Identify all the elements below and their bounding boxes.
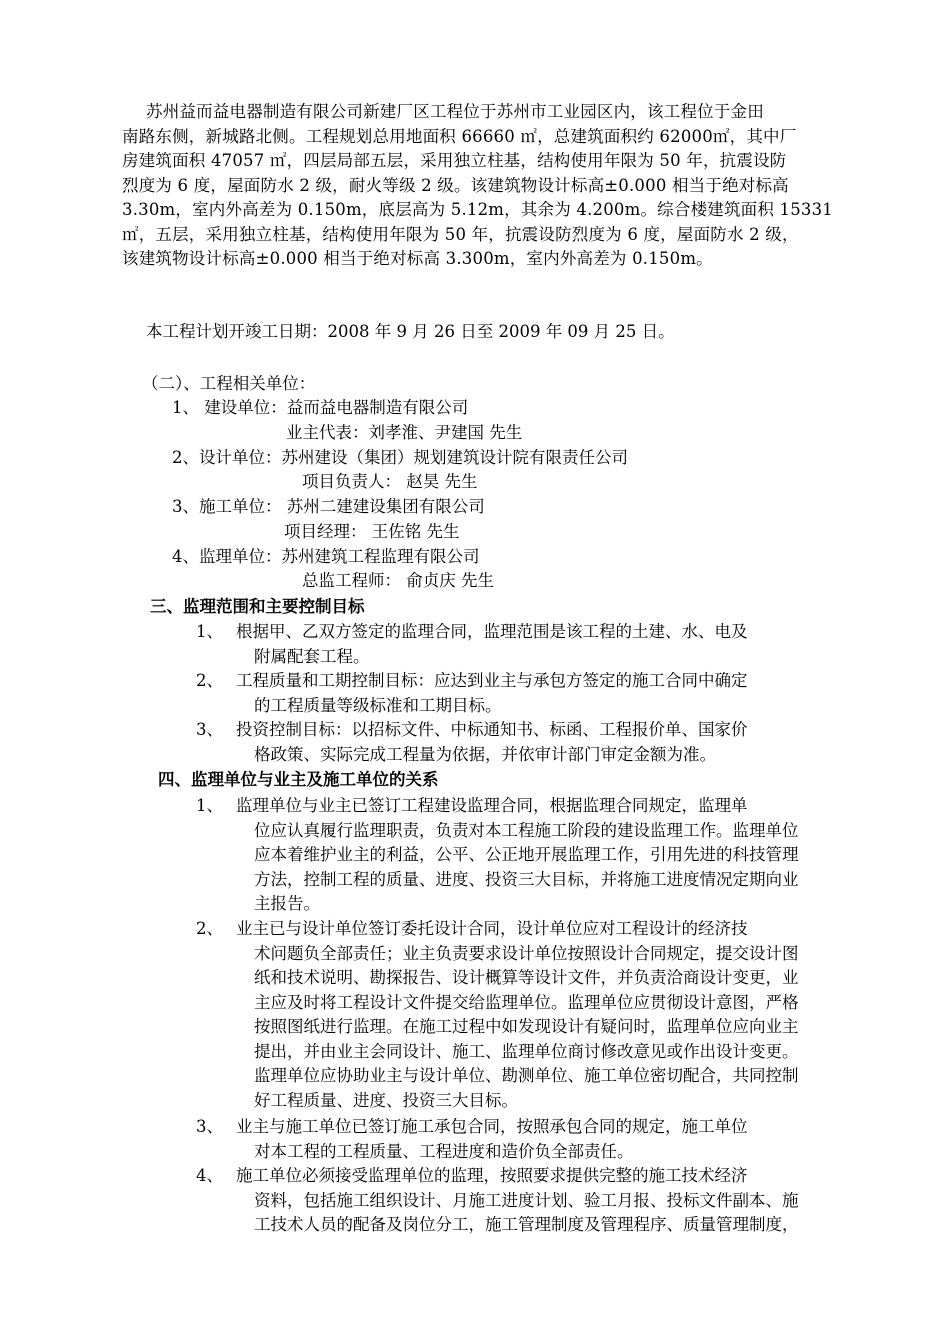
unit-supervisor-rep: 总监工程师： 俞贞庆 先生 xyxy=(302,571,494,590)
unit-contractor: 3、施工单位： 苏州二建建设集团有限公司 xyxy=(172,497,485,516)
item-line: 工程质量和工期控制目标：应达到业主与承包方签定的施工合同中确定 xyxy=(236,671,748,690)
item-line: 资料，包括施工组织设计、月施工进度计划、验工月报、投标文件副本、施 xyxy=(254,1190,799,1210)
item-number: 1、 xyxy=(196,622,223,641)
item-line: 业主已与设计单位签订委托设计合同，设计单位应对工程设计的经济技 xyxy=(236,919,748,938)
item-line: 提出，并由业主会同设计、施工、监理单位商讨修改意见或作出设计变更。 xyxy=(254,1041,799,1061)
schedule-line: 本工程计划开竣工日期：2008 年 9 月 26 日至 2009 年 09 月 25 日。 xyxy=(146,322,675,341)
unit-construction: 1、 建设单位：益而益电器制造有限公司 xyxy=(172,398,469,417)
item-line: 术问题负全部责任；业主负责要求设计单位按照设计合同规定，提交设计图 xyxy=(254,943,799,963)
unit-design-rep: 项目负责人： 赵昊 先生 xyxy=(302,472,478,491)
item-line: 监理单位应协助业主与设计单位、勘测单位、施工单位密切配合，共同控制 xyxy=(254,1066,799,1085)
units-heading: （二）、工程相关单位： xyxy=(142,374,316,393)
unit-construction-rep: 业主代表：刘孝淮、尹建国 先生 xyxy=(286,423,523,442)
section3-item xyxy=(196,718,896,767)
item-number: 1、 xyxy=(196,796,223,815)
item-line: 附属配套工程。 xyxy=(254,646,370,666)
unit-design: 2、设计单位：苏州建设（集团）规划建筑设计院有限责任公司 xyxy=(172,448,628,467)
item-line: 主报告。 xyxy=(254,894,320,913)
item-line: 格政策、实际完成工程量为依据，并依审计部门审定金额为准。 xyxy=(254,744,716,764)
item-line: 的工程质量等级标准和工期目标。 xyxy=(254,695,502,715)
item-line: 对本工程的工程质量、工程进度和造价负全部责任。 xyxy=(254,1141,634,1161)
item-number: 4、 xyxy=(196,1166,223,1185)
intro-paragraph xyxy=(122,100,890,272)
item-line: 位应认真履行监理职责，负责对本工程施工阶段的建设监理工作。监理单位 xyxy=(254,820,799,840)
item-line: 好工程质量、进度、投资三大目标。 xyxy=(254,1090,518,1110)
item-line: 纸和技术说明、勘探报告、设计概算等设计文件，并负责洽商设计变更，业 xyxy=(254,968,799,987)
section4-item xyxy=(196,1164,896,1238)
unit-contractor-rep: 项目经理： 王佐铭 先生 xyxy=(284,522,460,541)
item-line: 根据甲、乙双方签定的监理合同，监理范围是该工程的土建、水、电及 xyxy=(236,622,748,641)
item-line: 按照图纸进行监理。在施工过程中如发现设计有疑问时，监理单位应向业主 xyxy=(254,1017,799,1036)
item-line: 业主与施工单位已签订施工承包合同，按照承包合同的规定，施工单位 xyxy=(236,1117,748,1136)
section4-item xyxy=(196,917,896,1114)
item-line: 工技术人员的配备及岗位分工，施工管理制度及管理程序、质量管理制度， xyxy=(254,1215,799,1234)
item-line: 主应及时将工程设计文件提交给监理单位。监理单位应贯彻设计意图，严格 xyxy=(254,992,799,1012)
item-line: 施工单位必须接受监理单位的监理，按照要求提供完整的施工技术经济 xyxy=(236,1166,748,1185)
item-number: 2、 xyxy=(196,919,223,938)
intro-line: 该建筑物设计标高±0.000 相当于绝对标高 3.300m，室内外高差为 0.150m。 xyxy=(122,249,713,268)
section3-item xyxy=(196,669,896,718)
item-line: 应本着维护业主的利益，公平、公正地开展监理工作，引用先进的科技管理 xyxy=(254,845,799,864)
item-number: 3、 xyxy=(196,720,223,739)
intro-line: 苏州益而益电器制造有限公司新建厂区工程位于苏州市工业园区内，该工程位于金田 xyxy=(146,102,764,121)
section3-title: 三、监理范围和主要控制目标 xyxy=(150,597,365,616)
section4-title: 四、监理单位与业主及施工单位的关系 xyxy=(158,770,439,789)
item-line: 方法，控制工程的质量、进度、投资三大目标，并将施工进度情况定期向业 xyxy=(254,869,799,889)
item-number: 2、 xyxy=(196,671,223,690)
section4-item xyxy=(196,794,896,917)
section3-item xyxy=(196,620,896,669)
intro-line: 房建筑面积 47057 ㎡，四层局部五层，采用独立柱基，结构使用年限为 50 年，抗震设防 xyxy=(122,151,787,170)
unit-supervisor: 4、监理单位：苏州建筑工程监理有限公司 xyxy=(172,547,480,566)
intro-line: 南路东侧，新城路北侧。工程规划总用地面积 66660 ㎡，总建筑面积约 62000㎡，其中厂 xyxy=(122,126,797,146)
item-line: 投资控制目标：以招标文件、中标通知书、标函、工程报价单、国家价 xyxy=(236,720,748,739)
item-line: 监理单位与业主已签订工程建设监理合同，根据监理合同规定，监理单 xyxy=(236,796,748,815)
item-number: 3、 xyxy=(196,1117,223,1136)
intro-line: 烈度为 6 度，屋面防水 2 级，耐火等级 2 级。该建筑物设计标高±0.000 相当于绝对标高 xyxy=(122,175,789,195)
intro-line: ㎡，五层，采用独立柱基，结构使用年限为 50 年，抗震设防烈度为 6 度，屋面防水 2 级， xyxy=(122,224,799,244)
intro-line: 3.30m，室内外高差为 0.150m，底层高为 5.12m，其余为 4.200m。综合楼建筑面积 15331 xyxy=(122,200,834,219)
section4-item xyxy=(196,1115,896,1164)
